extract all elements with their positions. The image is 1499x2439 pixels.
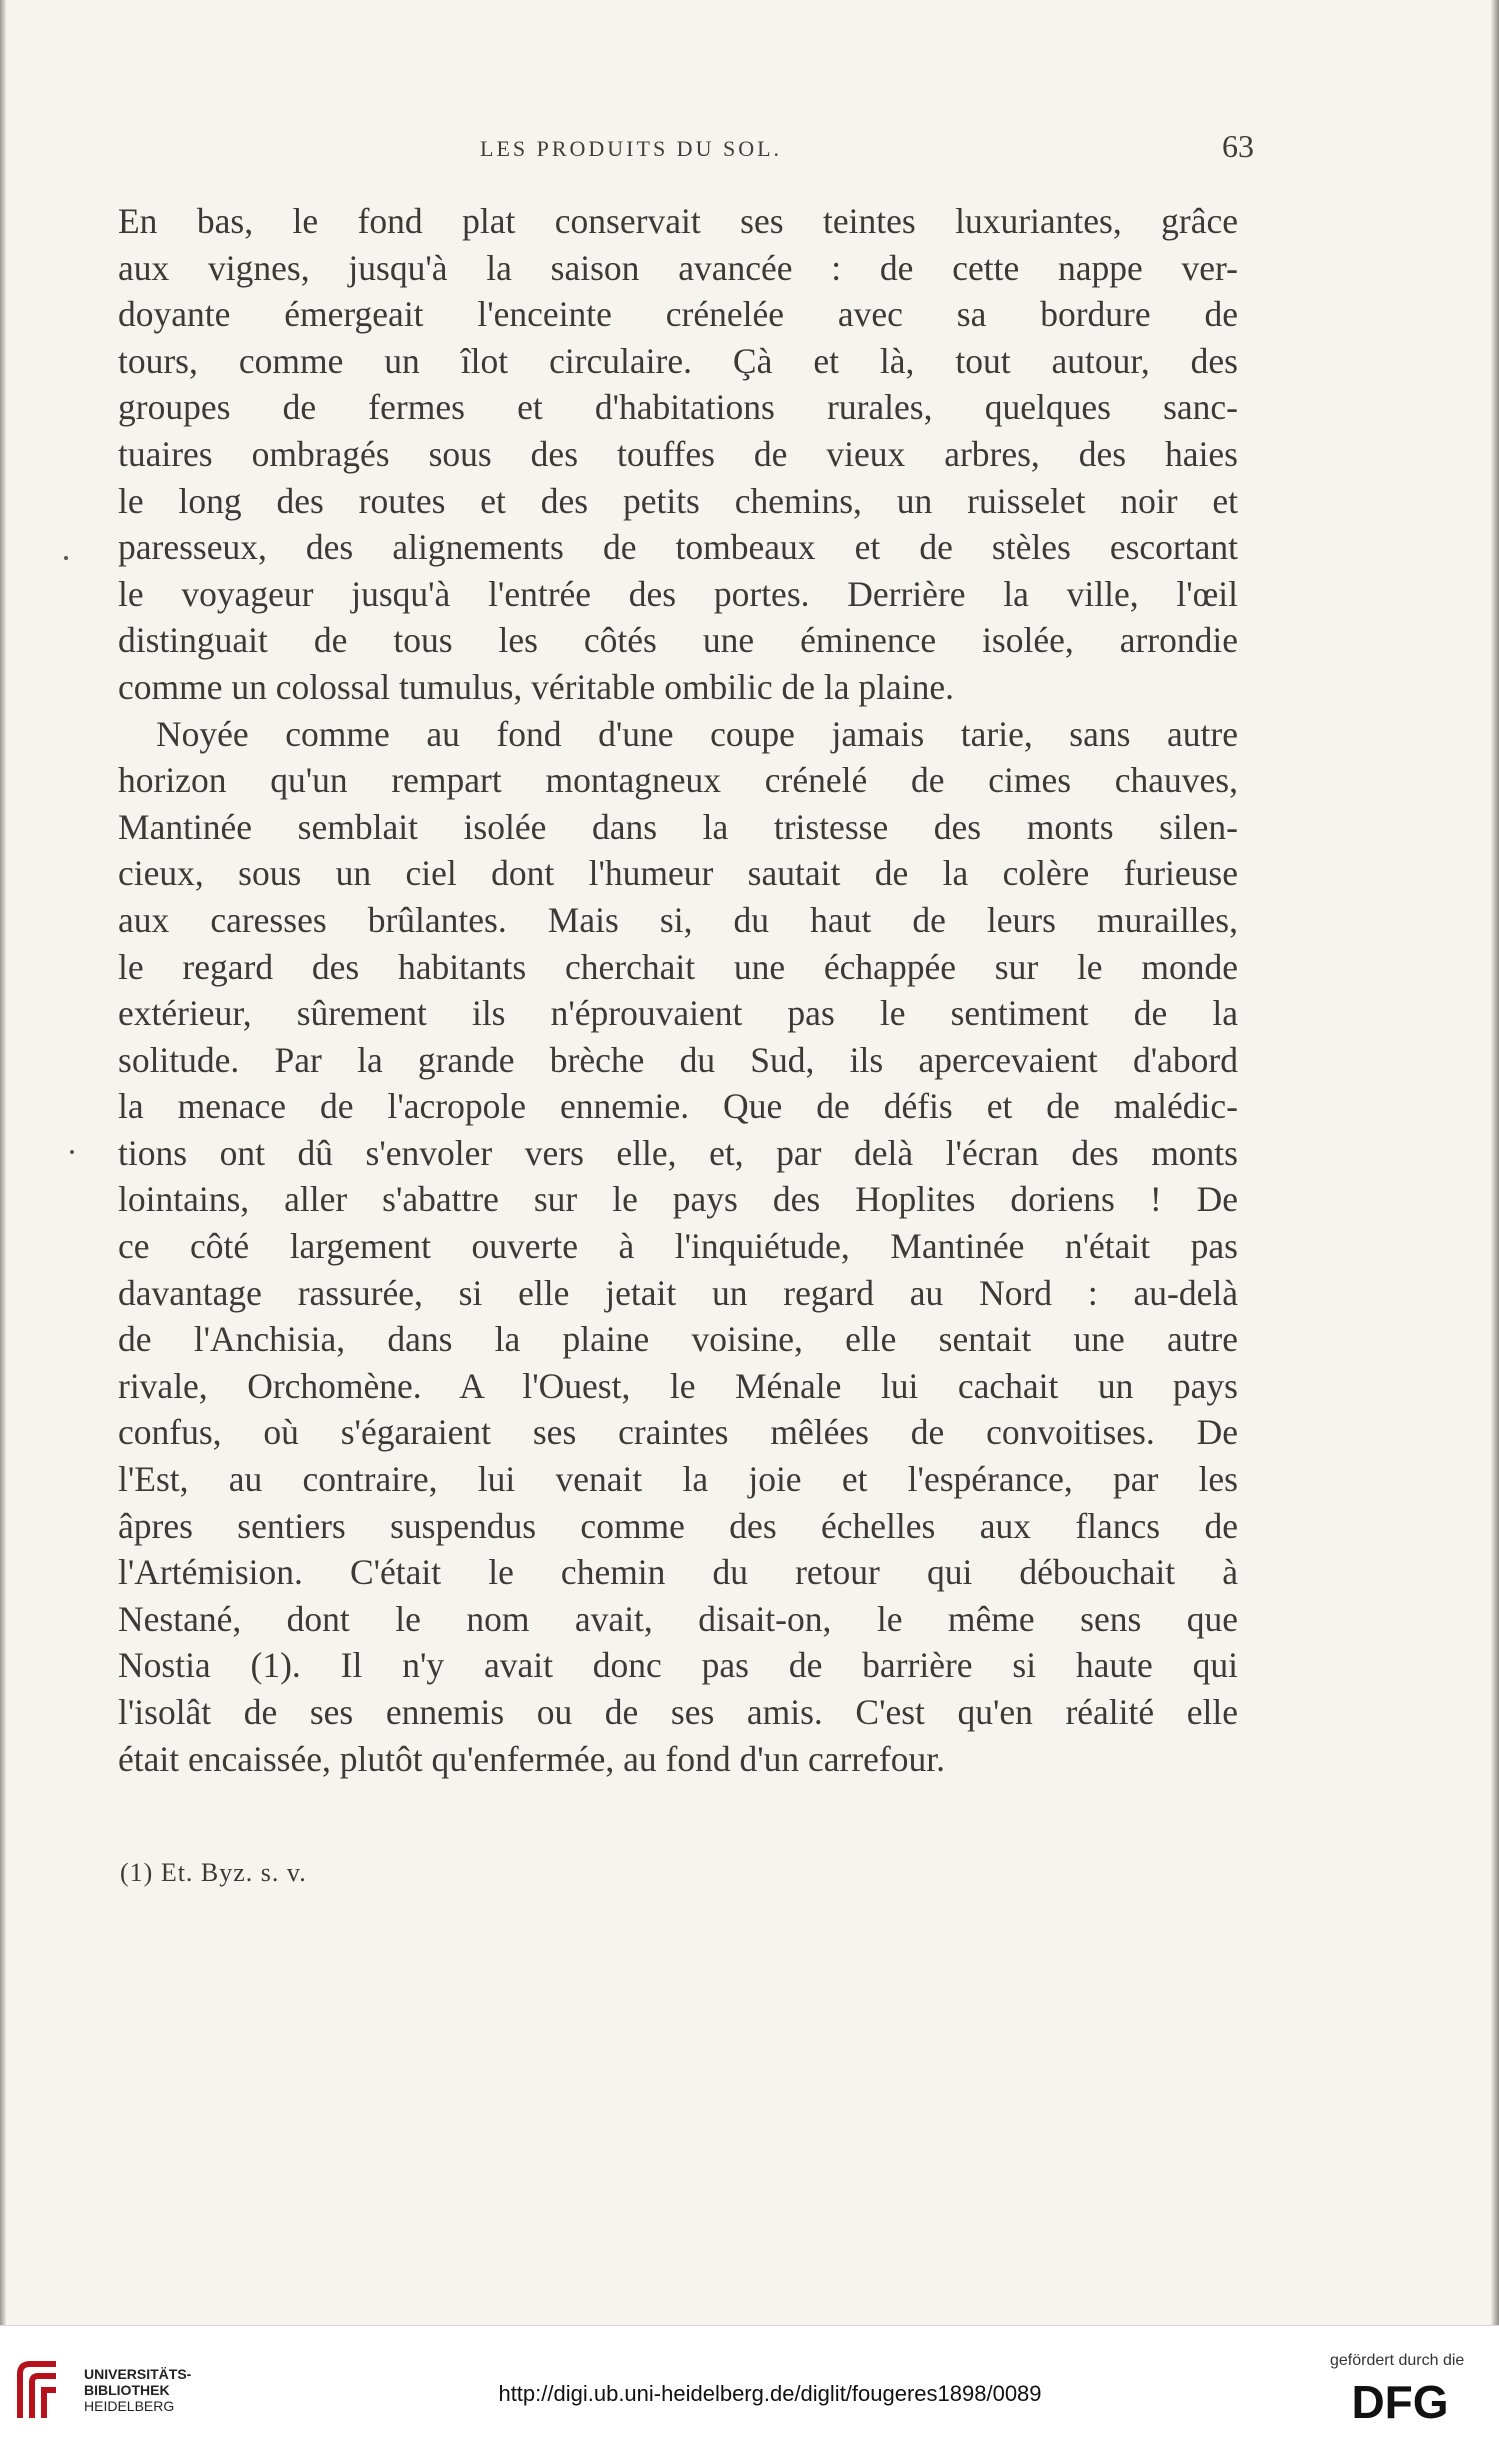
text-line: horizon qu'un rempart montagneux crénelé de cimes chauves, [118, 760, 1238, 801]
text-line: âpres sentiers suspendus comme des échelles aux flancs de [118, 1505, 1238, 1546]
text-line: tuaires ombragés sous des touffes de vieux arbres, des haies [118, 433, 1238, 474]
text-line: rivale, Orchomène. A l'Ouest, le Ménale lui cachait un pays [118, 1365, 1238, 1406]
text-line: En bas, le fond plat conservait ses teintes luxuriantes, grâce [118, 201, 1238, 241]
text-line: était encaissée, plutôt qu'enfermée, au fond d'un carrefour. [118, 1738, 945, 1779]
paragraph-2 [118, 711, 1238, 1783]
text-line: le voyageur jusqu'à l'entrée des portes. Derrière la ville, l'œil [118, 573, 1238, 614]
text-line: l'Est, au contraire, lui venait la joie et l'espérance, par les [118, 1459, 1238, 1500]
text-line: aux caresses brûlantes. Mais si, du haut de leurs murailles, [118, 899, 1238, 940]
text-line: tions ont dû s'envoler vers elle, et, par delà l'écran des monts [118, 1132, 1238, 1173]
library-name-line: UNIVERSITÄTS- [84, 2366, 192, 2382]
text-line: doyante émergeait l'enceinte crénelée avec sa bordure de [118, 294, 1238, 335]
university-library-logo-icon [16, 2358, 62, 2424]
funded-by-label: gefördert durch die [1330, 2352, 1465, 2369]
footnote: (1) Et. Byz. s. v. [120, 1858, 307, 1887]
text-line: ce côté largement ouverte à l'inquiétude, Mantinée n'était pas [118, 1226, 1238, 1267]
text-line: Nestané, dont le nom avait, disait-on, le même sens que [118, 1598, 1238, 1639]
text-line: comme un colossal tumulus, véritable ombilic de la plaine. [118, 666, 955, 707]
text-line: le regard des habitants cherchait une échappée sur le monde [118, 946, 1238, 987]
text-line: de l'Anchisia, dans la plaine voisine, elle sentait une autre [118, 1319, 1238, 1360]
text-line: tours, comme un îlot circulaire. Çà et là, tout autour, des [118, 340, 1238, 381]
page-edge-right [1491, 0, 1499, 2325]
text-line: l'isolât de ses ennemis ou de ses amis. C'est qu'en réalité elle [118, 1692, 1238, 1732]
text-line: solitude. Par la grande brèche du Sud, ils apercevaient d'abord [118, 1039, 1238, 1080]
text-line: Noyée comme au fond d'une coupe jamais tarie, sans autre [156, 713, 1238, 754]
text-line: extérieur, sûrement ils n'éprouvaient pas le sentiment de la [118, 993, 1238, 1034]
library-name-line: BIBLIOTHEK [84, 2382, 170, 2398]
running-head: LES PRODUITS DU SOL. [480, 136, 783, 161]
text-line: l'Artémision. C'était le chemin du retour qui débouchait à [118, 1552, 1238, 1593]
library-name-line: HEIDELBERG [84, 2398, 175, 2414]
dfg-logo-icon [1330, 2378, 1470, 2424]
text-line: le long des routes et des petits chemins, un ruisselet noir et [118, 480, 1238, 521]
text-line: aux vignes, jusqu'à la saison avancée : de cette nappe ver- [118, 247, 1238, 288]
text-line: la menace de l'acropole ennemie. Que de défis et de malédic- [118, 1086, 1238, 1127]
margin-speck [64, 556, 68, 560]
body-text [118, 198, 1238, 1782]
viewer-footer [0, 2325, 1499, 2439]
text-line: Nostia (1). Il n'y avait donc pas de barrière si haute qui [118, 1645, 1238, 1686]
text-line: distinguait de tous les côtés une éminence isolée, arrondie [118, 620, 1238, 661]
text-line: groupes de fermes et d'habitations rurales, quelques sanc- [118, 387, 1238, 428]
text-line: lointains, aller s'abattre sur le pays des Hoplites doriens ! De [118, 1179, 1238, 1220]
page-number: 63 [1222, 128, 1254, 164]
text-line: paresseux, des alignements de tombeaux et de stèles escortant [118, 527, 1238, 568]
text-line: confus, où s'égaraient ses craintes mêlées de convoitises. De [118, 1412, 1238, 1453]
text-line: davantage rassurée, si elle jetait un regard au Nord : au-delà [118, 1272, 1238, 1313]
paragraph-1 [118, 198, 1238, 711]
library-name [84, 2366, 191, 2414]
text-line: cieux, sous un ciel dont l'humeur sautait de la colère furieuse [118, 853, 1238, 894]
permalink-url[interactable]: http://digi.ub.uni-heidelberg.de/diglit/fougeres1898/0089 [498, 2381, 1042, 2406]
dfg-logo-text: DFG [1351, 2378, 1449, 2424]
text-line: Mantinée semblait isolée dans la tristesse des monts silen- [118, 806, 1238, 847]
margin-speck [70, 1150, 74, 1154]
page-edge-left [0, 0, 6, 2325]
